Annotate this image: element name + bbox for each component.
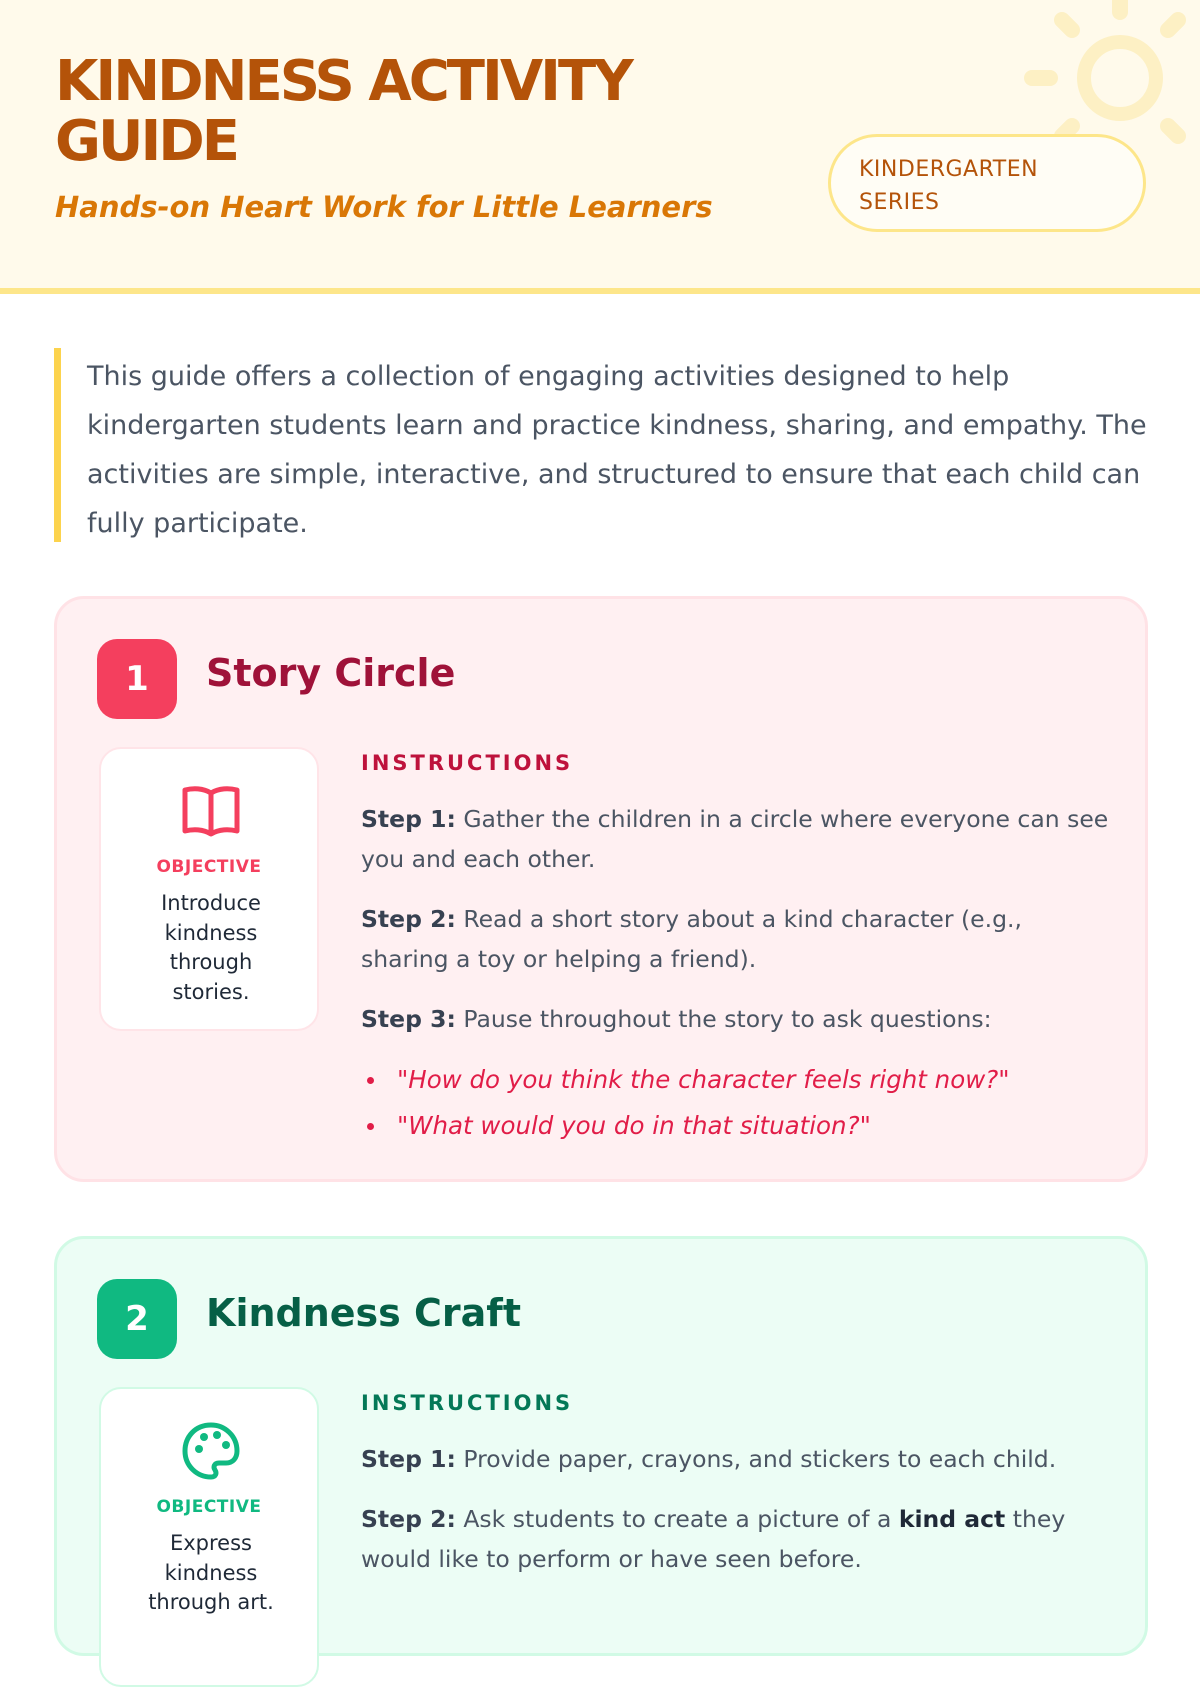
palette-icon xyxy=(179,1419,243,1483)
page-header xyxy=(0,0,1200,294)
page-subtitle: Hands-on Heart Work for Little Learners xyxy=(55,190,713,224)
question-item: "What would you do in that situation?" xyxy=(361,1103,1121,1149)
activity-title: Story Circle xyxy=(206,651,456,695)
objective-text: Introduce kindness through stories. xyxy=(161,891,261,1004)
activity-card-story-circle xyxy=(54,596,1148,1182)
step-label: Step 2: xyxy=(361,905,456,933)
step-item xyxy=(361,799,1111,879)
activity-number-badge: 1 xyxy=(97,639,177,719)
step-label: Step 2: xyxy=(361,1505,456,1533)
instructions-heading: INSTRUCTIONS xyxy=(361,751,574,775)
activity-card-kindness-craft xyxy=(54,1236,1148,1656)
series-badge-line1: KINDERGARTEN xyxy=(859,157,1039,182)
step-item xyxy=(361,1499,1111,1579)
series-badge xyxy=(828,134,1146,232)
page-title: KINDNESS ACTIVITY GUIDE xyxy=(55,49,631,174)
objective-label: OBJECTIVE xyxy=(156,1497,262,1517)
objective-text: Express kindness through art. xyxy=(148,1531,274,1614)
step-label: Step 1: xyxy=(361,805,456,833)
instructions-heading: INSTRUCTIONS xyxy=(361,1391,574,1415)
step-text: Read a short story about a kind character (e.g., sharing a toy or helping a friend). xyxy=(361,905,1022,973)
step-label: Step 3: xyxy=(361,1005,456,1033)
question-item: "How do you think the character feels right now?" xyxy=(361,1057,1121,1103)
step-text: Ask students to create a picture of a xyxy=(455,1505,899,1533)
step-item xyxy=(361,999,1111,1039)
step-text: Provide paper, crayons, and stickers to each child. xyxy=(455,1445,1057,1473)
activity-title: Kindness Craft xyxy=(206,1291,521,1335)
step-keyword: kind act xyxy=(898,1505,1006,1533)
step-text: Gather the children in a circle where everyone can see you and each other. xyxy=(361,805,1109,873)
question-list xyxy=(361,1057,1121,1149)
book-icon xyxy=(179,779,243,843)
objective-box xyxy=(99,747,319,1031)
objective-box xyxy=(99,1387,319,1687)
objective-label: OBJECTIVE xyxy=(156,857,262,877)
step-item xyxy=(361,1439,1111,1479)
step-text: Pause throughout the story to ask questions: xyxy=(455,1005,992,1033)
step-item xyxy=(361,899,1111,979)
step-text: they would like to perform or have seen before. xyxy=(361,1505,1066,1573)
series-badge-line2: SERIES xyxy=(859,190,940,215)
activity-number-badge: 2 xyxy=(97,1279,177,1359)
step-label: Step 1: xyxy=(361,1445,456,1473)
intro-paragraph: This guide offers a collection of engaging activities designed to help kindergarten students learn and practice kindness, sharing, and empathy. The activities are simple, interactive, and structured to ensure that each child can fully participate. xyxy=(54,348,1154,542)
